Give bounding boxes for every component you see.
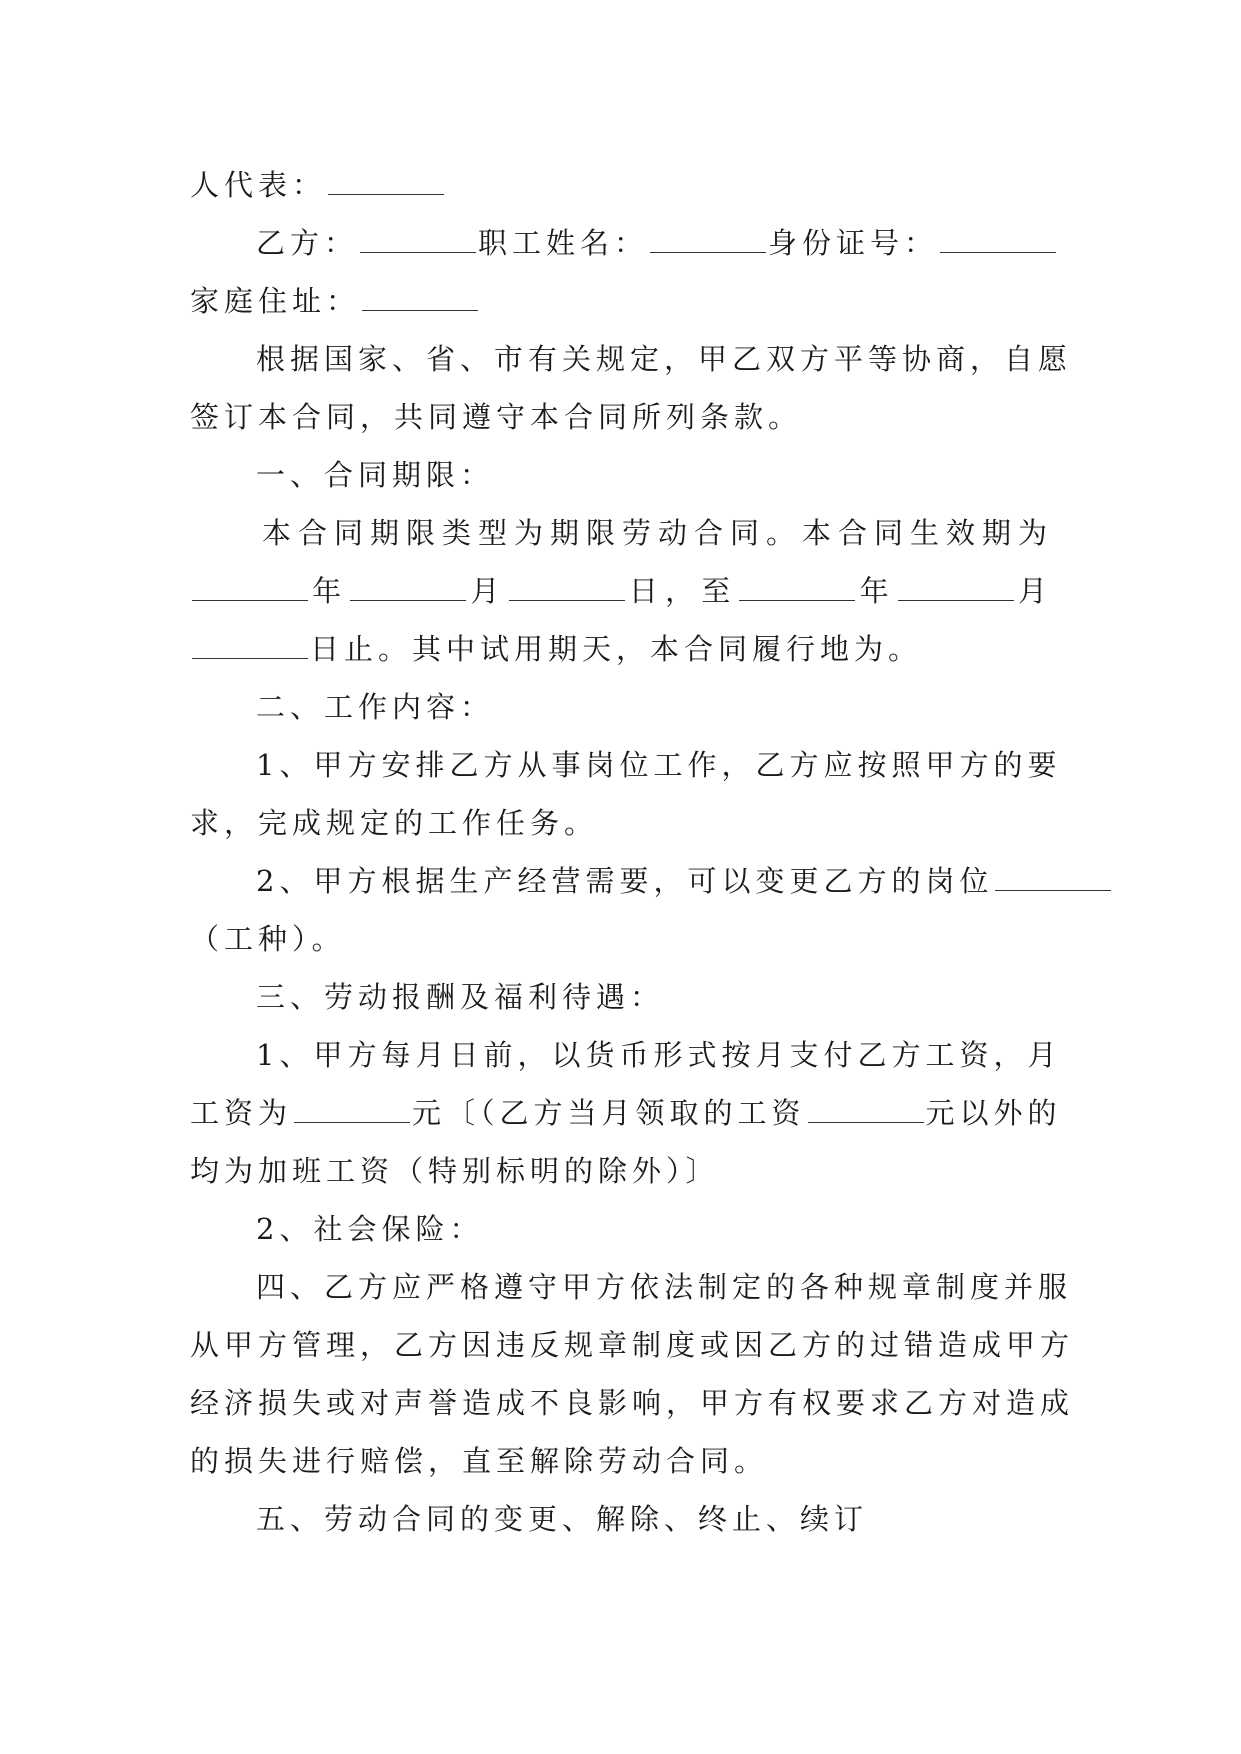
section-1-line-3: 日止。其中试用期天，本合同履行地为。 [190, 620, 1052, 678]
fill-blank[interactable] [328, 170, 444, 195]
section-2-item-1-line-2: 求，完成规定的工作任务。 [190, 806, 599, 840]
fill-blank[interactable] [192, 576, 308, 601]
section-3-item-2: 2、社会保险： [256, 1212, 484, 1246]
section-4-line-3: 经济损失或对声誉造成不良影响，甲方有权要求乙方对造成 [190, 1386, 1075, 1420]
section-5-title: 五、劳动合同的变更、解除、终止、续订 [256, 1502, 869, 1536]
fill-blank[interactable] [509, 576, 625, 601]
section-2-title: 二、工作内容： [256, 690, 495, 724]
legal-rep-line: 人代表： [190, 156, 1052, 214]
fill-blank[interactable] [362, 286, 478, 311]
fill-blank[interactable] [650, 228, 766, 253]
section-1-date-line: 年 月 日，至 年 月 [190, 562, 1052, 620]
address-line: 家庭住址： [190, 272, 1052, 330]
intro-line-2: 签订本合同，共同遵守本合同所列条款。 [190, 400, 803, 434]
section-3-item-1-line-2: 工资为 元〔（乙方当月领取的工资 元以外的 [190, 1096, 1062, 1130]
fill-blank[interactable] [940, 228, 1056, 253]
section-4-line-1: 四、乙方应严格遵守甲方依法制定的各种规章制度并服 [256, 1270, 1073, 1304]
section-2-item-1-line-1: 1、甲方安排乙方从事岗位工作，乙方应按照甲方的要 [256, 748, 1062, 782]
fill-blank[interactable] [192, 634, 308, 659]
fill-blank[interactable] [294, 1098, 410, 1123]
fill-blank[interactable] [808, 1098, 924, 1123]
section-3-item-1-line-1: 1、甲方每月日前，以货币形式按月支付乙方工资，月 [256, 1038, 1062, 1072]
section-3-title: 三、劳动报酬及福利待遇： [256, 980, 665, 1014]
document-body [190, 156, 1075, 1548]
section-2-item-2-line-2: （工种）。 [190, 922, 346, 956]
section-1-title: 一、合同期限： [256, 458, 495, 492]
section-4-line-2: 从甲方管理，乙方因违反规章制度或因乙方的过错造成甲方 [190, 1328, 1075, 1362]
section-2-item-2-line-1: 2、甲方根据生产经营需要，可以变更乙方的岗位 [190, 852, 1052, 910]
party-b-line: 乙方： 职工姓名： 身份证号： [190, 214, 1052, 272]
section-1-line-1: 本合同期限类型为期限劳动合同。本合同生效期为 [262, 516, 1052, 550]
section-3-item-1-line-3: 均为加班工资（特别标明的除外）〕 [190, 1154, 720, 1188]
fill-blank[interactable] [898, 576, 1014, 601]
intro-line-1: 根据国家、省、市有关规定，甲乙双方平等协商，自愿 [256, 342, 1073, 376]
fill-blank[interactable] [360, 228, 476, 253]
section-4-line-4: 的损失进行赔偿，直至解除劳动合同。 [190, 1444, 769, 1478]
fill-blank[interactable] [995, 866, 1111, 891]
fill-blank[interactable] [739, 576, 855, 601]
fill-blank[interactable] [350, 576, 466, 601]
